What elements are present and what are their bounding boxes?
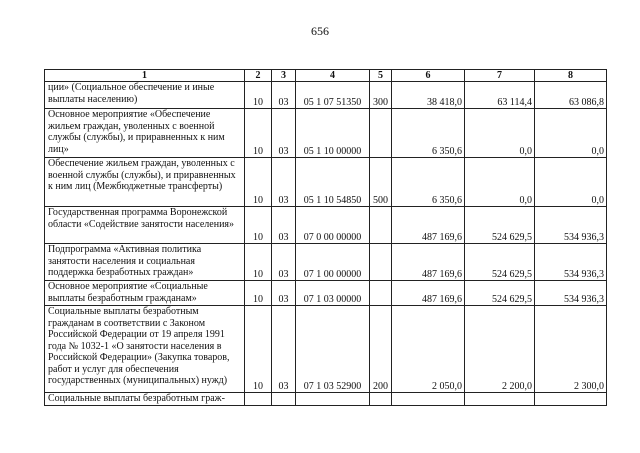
header-row [45,70,607,82]
row-csr: 07 1 03 00000 [296,281,370,306]
row-name: Основное мероприятие «Социальные выплаты безработным гражданам» [45,281,245,306]
row-name: Социальные выплаты безработным гражданам в соответствии с Законом Российской Федерации от 19 апреля 1991 года № 1032-1 «О занятости населения в Российской Федерации» (Закупка товаров, работ и услуг для обеспечения государственных (муниципальных) нужд) [45,306,245,393]
row-pr: 03 [272,207,296,244]
row-csr: 05 1 07 51350 [296,82,370,109]
col-header-vr: 5 [370,70,392,82]
row-name: Обеспечение жильем граждан, уволенных с военной службы (службы), и приравненных к ним лиц (Межбюджетные трансферты) [45,158,245,207]
table-row [45,82,607,109]
row-pr: 03 [272,306,296,393]
row-vr: 200 [370,306,392,393]
row-sum3: 2 300,0 [535,306,607,393]
row-sum1: 2 050,0 [392,306,465,393]
row-sum1: 38 418,0 [392,82,465,109]
row-rz: 10 [245,109,272,158]
row-sum3: 534 936,3 [535,281,607,306]
row-csr: 05 1 10 00000 [296,109,370,158]
col-header-csr: 4 [296,70,370,82]
row-sum2: 2 200,0 [465,306,535,393]
col-header-pr: 3 [272,70,296,82]
col-header-sum3: 8 [535,70,607,82]
row-csr [296,393,370,406]
row-csr: 07 1 03 52900 [296,306,370,393]
row-rz: 10 [245,306,272,393]
row-sum1: 487 169,6 [392,207,465,244]
row-csr: 05 1 10 54850 [296,158,370,207]
table-row [45,207,607,244]
row-vr [370,393,392,406]
budget-table [44,69,607,406]
row-vr: 500 [370,158,392,207]
row-pr: 03 [272,82,296,109]
row-name: Основное мероприятие «Обеспечение жильем граждан, уволенных с военной службы (службы), и приравненных к ним лиц» [45,109,245,158]
row-pr: 03 [272,158,296,207]
col-header-sum1: 6 [392,70,465,82]
row-pr: 03 [272,244,296,281]
row-rz: 10 [245,207,272,244]
row-vr: 300 [370,82,392,109]
row-sum2: 63 114,4 [465,82,535,109]
row-vr [370,244,392,281]
row-sum1: 487 169,6 [392,281,465,306]
row-pr: 03 [272,281,296,306]
table-row [45,109,607,158]
row-csr: 07 0 00 00000 [296,207,370,244]
row-vr [370,281,392,306]
row-sum3 [535,393,607,406]
row-sum1 [392,393,465,406]
row-sum3: 0,0 [535,109,607,158]
table-row [45,281,607,306]
row-sum2: 0,0 [465,109,535,158]
row-name: ции» (Социальное обеспечение и иные выплаты населению) [45,82,245,109]
row-sum2: 0,0 [465,158,535,207]
row-sum1: 6 350,6 [392,109,465,158]
row-sum1: 487 169,6 [392,244,465,281]
table-row [45,306,607,393]
row-vr [370,109,392,158]
table-row [45,393,607,406]
row-sum3: 63 086,8 [535,82,607,109]
row-sum2: 524 629,5 [465,207,535,244]
row-sum3: 534 936,3 [535,244,607,281]
row-name: Подпрограмма «Активная политика занятости населения и социальная поддержка безработных граждан» [45,244,245,281]
row-rz [245,393,272,406]
row-pr: 03 [272,109,296,158]
row-sum2: 524 629,5 [465,244,535,281]
row-sum1: 6 350,6 [392,158,465,207]
table-row [45,244,607,281]
row-rz: 10 [245,244,272,281]
row-sum3: 0,0 [535,158,607,207]
row-rz: 10 [245,158,272,207]
row-pr [272,393,296,406]
row-sum2: 524 629,5 [465,281,535,306]
row-sum2 [465,393,535,406]
col-header-rz: 2 [245,70,272,82]
row-rz: 10 [245,281,272,306]
row-name: Социальные выплаты безработным граж- [45,393,245,406]
col-header-sum2: 7 [465,70,535,82]
row-vr [370,207,392,244]
row-name: Государственная программа Воронежской области «Содействие занятости населения» [45,207,245,244]
row-csr: 07 1 00 00000 [296,244,370,281]
page-number: 656 [311,24,329,38]
table-row [45,158,607,207]
col-header-name: 1 [45,70,245,82]
row-rz: 10 [245,82,272,109]
row-sum3: 534 936,3 [535,207,607,244]
